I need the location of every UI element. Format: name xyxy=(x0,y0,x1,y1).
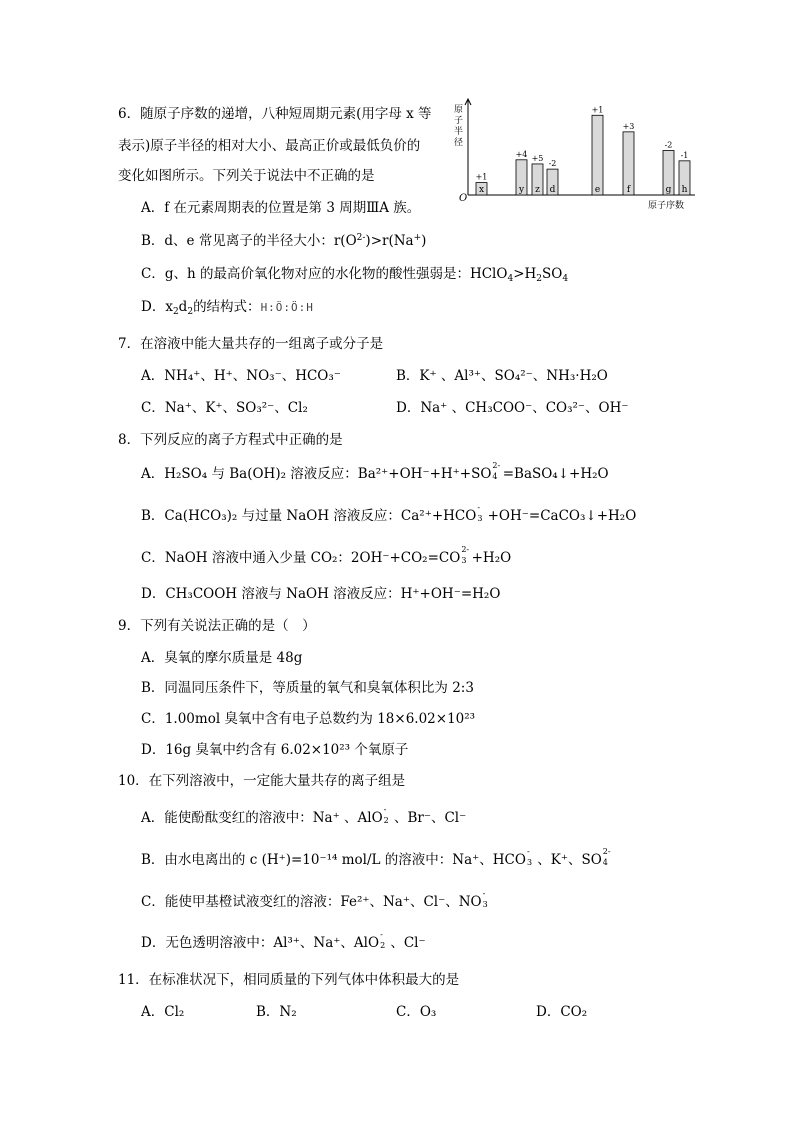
bar-value-label-f: +3 xyxy=(622,121,635,131)
q6-option-c: C．g、h 的最高价氧化物对应的水化物的酸性强弱是：$HClO_4>H_2SO_4$ xyxy=(141,266,569,284)
q9-option-c: C．1.00mol 臭氧中含有电子总数约为 18×6.02×10²³ xyxy=(141,711,476,727)
q10-option-c: C．能使甲基橙试液变红的溶液：Fe²⁺、Na⁺、Cl⁻、NO - 3 xyxy=(141,889,488,910)
q9-option-b: B．同温同压条件下，等质量的氧气和臭氧体积比为 2:3 xyxy=(141,680,474,696)
q6-option-a: A．f 在元素周期表的位置是第 3 周期ⅢA 族。 xyxy=(141,200,421,216)
q9-option-a: A．臭氧的摩尔质量是 48g xyxy=(141,650,303,666)
bar-category-d: d xyxy=(549,185,556,195)
q7-stem: 7．在溶液中能大量共存的一组离子或分子是 xyxy=(118,336,384,352)
bar-e xyxy=(592,115,603,195)
q10-option-b: B．由水电离出的 c (H⁺)=10⁻¹⁴ mol/L 的溶液中：Na⁺、HCO - 3 、K⁺、SO 2- 4 xyxy=(141,847,611,868)
q10-option-d: D．无色透明溶液中：Al³⁺、Na⁺、AlO - 2 、Cl⁻ xyxy=(141,930,426,951)
q6-option-b: B．d、e 常见离子的半径大小：$r(O^{2-})>r(Na^+)$ xyxy=(141,233,427,249)
bar-category-x: x xyxy=(478,185,485,195)
q10-option-a: A．能使酚酞变红的溶液中：Na⁺ 、AlO - 2 、Br⁻、Cl⁻ xyxy=(141,805,467,826)
q7-option-a: A．NH₄⁺、H⁺、NO₃⁻、HCO₃⁻ xyxy=(141,368,341,384)
bar-value-label-x: +1 xyxy=(475,172,488,182)
h2o2-structural-formula: H:Ö:Ö:H xyxy=(260,301,314,314)
q8-option-c: C．NaOH 溶液中通入少量 CO₂：2OH⁻+CO₂=CO 2- 3 +H₂O xyxy=(141,545,512,566)
bar-category-z: z xyxy=(535,185,540,195)
q6-stem-line1: 6．随原子序数的递增，八种短周期元素(用字母 x 等 xyxy=(118,106,432,122)
bar-value-label-z: +5 xyxy=(531,153,544,163)
q8-stem: 8．下列反应的离子方程式中正确的是 xyxy=(118,432,343,448)
q6-stem-line2: 表示)原子半径的相对大小、最高正价或最低负价的 xyxy=(118,138,421,154)
bar-value-label-y: +4 xyxy=(515,149,528,159)
q11-option-b: B．N₂ xyxy=(256,1004,297,1020)
q11-stem: 11．在标准状况下，相同质量的下列气体中体积最大的是 xyxy=(118,972,460,988)
q11-option-d: D．CO₂ xyxy=(536,1004,588,1020)
x-axis-label: 原子序数 xyxy=(648,201,685,211)
q6-stem-line3: 变化如图所示。下列关于说法中不正确的是 xyxy=(118,168,375,184)
bar-category-f: f xyxy=(626,185,631,195)
bar-value-label-e: +1 xyxy=(591,105,604,115)
q7-option-d: D．Na⁺ 、CH₃COO⁻、CO₃²⁻、OH⁻ xyxy=(396,400,629,416)
y-axis-label: 原子半径 xyxy=(454,105,464,148)
bar-value-label-g: -2 xyxy=(664,140,673,150)
origin-label: O xyxy=(459,193,468,204)
bar-category-e: e xyxy=(594,185,601,195)
q11-option-c: C．O₃ xyxy=(396,1004,437,1020)
atomic-radius-chart xyxy=(450,98,700,213)
q6-option-d: D．$x_2d_2$的结构式：H:Ö:Ö:H xyxy=(141,299,314,317)
q8-option-d: D．CH₃COOH 溶液与 NaOH 溶液反应：H⁺+OH⁻=H₂O xyxy=(141,586,501,602)
q8-option-b: B．Ca(HCO₃)₂ 与过量 NaOH 溶液反应：Ca²⁺+HCO - 3 +OH⁻=CaCO₃↓+H₂O xyxy=(141,503,637,524)
bar-category-g: g xyxy=(665,185,672,195)
bar-category-y: y xyxy=(518,185,525,195)
q7-option-c: C．Na⁺、K⁺、SO₃²⁻、Cl₂ xyxy=(141,400,308,416)
q11-option-a: A．Cl₂ xyxy=(141,1004,185,1020)
bar-value-label-h: -1 xyxy=(680,150,689,160)
q9-option-d: D．16g 臭氧中约含有 6.02×10²³ 个氧原子 xyxy=(141,742,409,758)
q10-stem: 10．在下列溶液中，一定能大量共存的离子组是 xyxy=(118,773,406,789)
q9-stem: 9．下列有关说法正确的是（ ） xyxy=(118,618,316,634)
bar-category-h: h xyxy=(681,185,688,195)
q8-option-a: A．H₂SO₄ 与 Ba(OH)₂ 溶液反应：Ba²⁺+OH⁻+H⁺+SO 2- 4 =BaSO₄↓+H₂O xyxy=(141,461,609,482)
bar-value-label-d: -2 xyxy=(548,159,557,169)
q7-option-b: B．K⁺ 、Al³⁺、SO₄²⁻、NH₃·H₂O xyxy=(396,368,608,384)
